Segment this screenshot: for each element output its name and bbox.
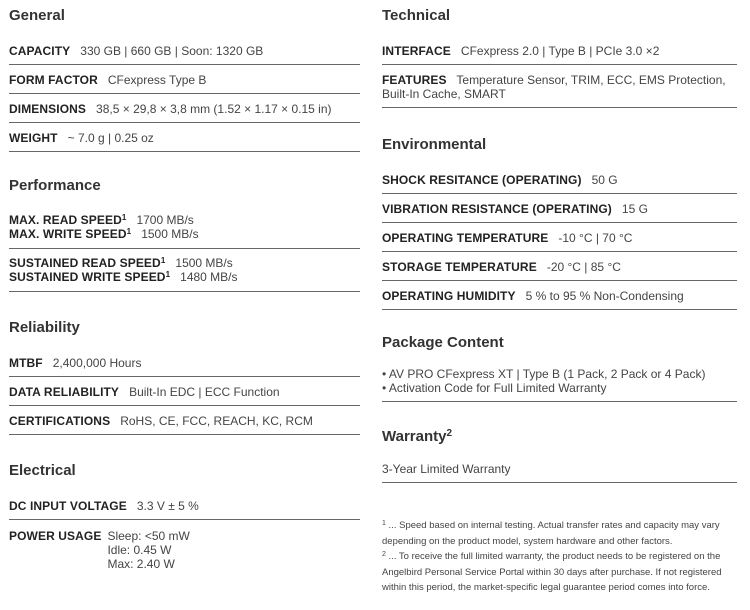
data-reliability-row xyxy=(9,377,360,406)
footnote-mark: 1 xyxy=(126,227,132,236)
features-row xyxy=(382,65,737,108)
vibration-row xyxy=(382,194,737,223)
storage-temp-row xyxy=(382,252,737,281)
sustained-speed-row xyxy=(9,249,360,292)
reliability-title: Reliability xyxy=(9,319,80,336)
max-write-label: MAX. WRITE SPEED xyxy=(9,227,127,241)
form-factor-label: FORM FACTOR xyxy=(9,73,98,87)
mtbf-value: 2,400,000 Hours xyxy=(52,356,142,370)
max-write-value: 1500 MB/s xyxy=(141,227,199,241)
footnote-2-mark: 2 xyxy=(382,551,386,558)
certifications-row xyxy=(9,406,360,435)
form-factor-value: CFexpress Type B xyxy=(107,73,207,87)
electrical-title: Electrical xyxy=(9,462,76,479)
package-item: • Activation Code for Full Limited Warranty xyxy=(382,381,607,395)
operating-temp-row xyxy=(382,223,737,252)
shock-value: 50 G xyxy=(591,173,618,187)
max-speed-row xyxy=(9,208,360,249)
sustained-read-value: 1500 MB/s xyxy=(175,256,233,270)
capacity-value: 330 GB | 660 GB | Soon: 1320 GB xyxy=(80,44,264,58)
shock-row xyxy=(382,167,737,194)
warranty-row xyxy=(382,462,737,483)
max-read-value: 1700 MB/s xyxy=(136,213,194,227)
environmental-title: Environmental xyxy=(382,136,487,153)
operating-temp-label: OPERATING TEMPERATURE xyxy=(382,231,549,245)
footnote-1 xyxy=(382,518,737,549)
package-section xyxy=(382,333,737,402)
power-max-value: Max: 2.40 W xyxy=(107,557,175,571)
features-value: Temperature Sensor, TRIM, ECC, EMS Protection, Built-In Cache, SMART xyxy=(382,73,726,101)
warranty-footnote-mark: 2 xyxy=(446,428,453,439)
performance-section xyxy=(9,176,360,292)
humidity-row xyxy=(382,281,737,310)
operating-temp-value: -10 °C | 70 °C xyxy=(558,231,633,245)
package-items xyxy=(382,367,737,402)
electrical-section xyxy=(9,461,360,577)
dimensions-value: 38,5 × 29,8 × 3,8 mm (1.52 × 1.17 × 0.15 in) xyxy=(96,102,332,116)
weight-value: ~ 7.0 g | 0.25 oz xyxy=(67,131,154,145)
storage-temp-label: STORAGE TEMPERATURE xyxy=(382,260,537,274)
footnote-1-mark: 1 xyxy=(382,520,386,527)
performance-title: Performance xyxy=(9,177,101,194)
mtbf-label: MTBF xyxy=(9,356,43,370)
warranty-title-text: Warranty xyxy=(382,428,447,445)
package-item: • AV PRO CFexpress XT | Type B (1 Pack, 2 Pack or 4 Pack) xyxy=(382,367,706,381)
humidity-label: OPERATING HUMIDITY xyxy=(382,289,516,303)
interface-row xyxy=(382,38,737,65)
shock-label: SHOCK RESITANCE (OPERATING) xyxy=(382,173,582,187)
dc-input-label: DC INPUT VOLTAGE xyxy=(9,499,127,513)
certifications-value: RoHS, CE, FCC, REACH, KC, RCM xyxy=(120,414,313,428)
data-reliability-value: Built-In EDC | ECC Function xyxy=(129,385,280,399)
form-factor-row xyxy=(9,65,360,94)
power-sleep-value: Sleep: <50 mW xyxy=(107,529,190,543)
dimensions-row xyxy=(9,94,360,123)
capacity-label: CAPACITY xyxy=(9,44,71,58)
sustained-write-value: 1480 MB/s xyxy=(180,270,238,284)
humidity-value: 5 % to 95 % Non-Condensing xyxy=(525,289,684,303)
dc-input-value: 3.3 V ± 5 % xyxy=(136,499,199,513)
footnote-2-text: ... To receive the full limited warranty, the product needs to be registered on the Angelbird Personal Service Portal within 30 days after purchase. If not registered within this period, the market-specific legal guarantee period comes into force. xyxy=(382,551,722,593)
mtbf-row xyxy=(9,350,360,377)
power-usage-row xyxy=(9,520,360,577)
storage-temp-value: -20 °C | 85 °C xyxy=(546,260,621,274)
dc-input-row xyxy=(9,493,360,520)
interface-value: CFexpress 2.0 | Type B | PCIe 3.0 ×2 xyxy=(460,44,660,58)
interface-label: INTERFACE xyxy=(382,44,451,58)
warranty-section xyxy=(382,427,737,483)
warranty-title xyxy=(382,427,737,447)
footnote-2 xyxy=(382,549,737,595)
footnote-mark: 1 xyxy=(121,213,127,222)
dimensions-label: DIMENSIONS xyxy=(9,102,87,116)
general-title: General xyxy=(9,7,65,24)
weight-label: WEIGHT xyxy=(9,131,58,145)
general-section xyxy=(9,6,360,152)
vibration-label: VIBRATION RESISTANCE (OPERATING) xyxy=(382,202,612,216)
technical-title: Technical xyxy=(382,7,451,24)
footnotes xyxy=(382,518,737,595)
vibration-value: 15 G xyxy=(621,202,648,216)
footnote-1-text: ... Speed based on internal testing. Actual transfer rates and capacity may vary depending on the product model, system hardware and other factors. xyxy=(382,520,720,547)
environmental-section xyxy=(382,135,737,310)
sustained-write-label: SUSTAINED WRITE SPEED xyxy=(9,270,166,284)
capacity-row xyxy=(9,38,360,65)
reliability-section xyxy=(9,318,360,435)
max-read-label: MAX. READ SPEED xyxy=(9,213,122,227)
footnote-mark: 1 xyxy=(165,270,171,279)
sustained-read-label: SUSTAINED READ SPEED xyxy=(9,256,161,270)
package-title: Package Content xyxy=(382,334,504,351)
footnote-mark: 1 xyxy=(160,256,166,265)
weight-row xyxy=(9,123,360,152)
power-idle-value: Idle: 0.45 W xyxy=(107,543,172,557)
warranty-value: 3-Year Limited Warranty xyxy=(382,462,511,476)
certifications-label: CERTIFICATIONS xyxy=(9,414,111,428)
features-label: FEATURES xyxy=(382,73,447,87)
technical-section xyxy=(382,6,737,108)
data-reliability-label: DATA RELIABILITY xyxy=(9,385,120,399)
power-usage-label: POWER USAGE xyxy=(9,529,102,543)
